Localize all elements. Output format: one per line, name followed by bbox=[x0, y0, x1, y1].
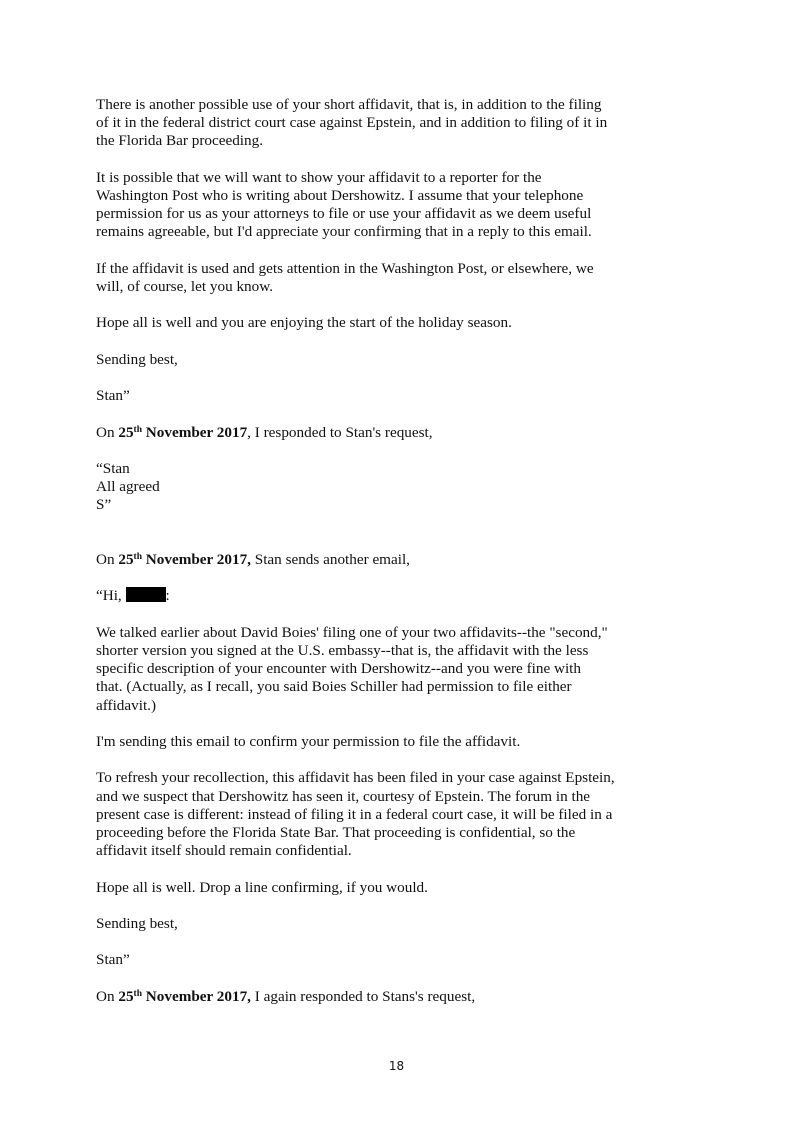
text-line: If the affidavit is used and gets attention in the Washington Post, or elsewhere, we bbox=[96, 259, 594, 277]
text-line: S” bbox=[96, 496, 112, 514]
text-line: present case is different: instead of filing it in a federal court case, it will be filed in a bbox=[96, 805, 613, 823]
text-run: , I responded to Stan's request, bbox=[247, 423, 433, 441]
text-line: and we suspect that Dershowitz has seen it, courtesy of Epstein. The forum in the bbox=[96, 787, 591, 805]
text-line: permission for us as your attorneys to file or use your affidavit as we deem useful bbox=[96, 205, 592, 223]
text-run: Stan sends another email, bbox=[250, 550, 410, 568]
paragraph-refresh bbox=[96, 769, 706, 860]
text-line: There is another possible use of your short affidavit, that is, in addition to the filing bbox=[96, 96, 602, 113]
response-line-2 bbox=[96, 551, 706, 569]
paragraph-short-affidavit-use bbox=[96, 96, 706, 151]
signoff-sending-best: Sending best, bbox=[96, 350, 178, 368]
signature-stan: Stan” bbox=[96, 951, 130, 969]
paragraph-hope-confirm: Hope all is well. Drop a line confirming, if you would. bbox=[96, 878, 428, 896]
date-bold bbox=[118, 424, 247, 441]
text-line: All agreed bbox=[96, 478, 160, 496]
text-line: Washington Post who is writing about Dershowitz. I assume that your telephone bbox=[96, 187, 584, 204]
date-bold bbox=[118, 988, 251, 1005]
date-ordinal: th bbox=[133, 424, 142, 435]
text-run: I again responded to Stans's request, bbox=[250, 987, 476, 1005]
date-day: 25 bbox=[118, 550, 134, 568]
text-line: We talked earlier about David Boies' filing one of your two affidavits--the "second," bbox=[96, 623, 608, 641]
paragraph-boies-filing bbox=[96, 624, 706, 715]
text-line: affidavit.) bbox=[96, 696, 157, 714]
text-line: that. (Actually, as I recall, you said Boies Schiller had permission to file either bbox=[96, 678, 572, 696]
text-line: of it in the federal district court case against Epstein, and in addition to filing of it in bbox=[96, 114, 608, 132]
greeting-colon: : bbox=[165, 587, 170, 605]
date-month-year: November 2017 bbox=[142, 423, 248, 441]
date-month-year: November 2017, bbox=[142, 987, 251, 1005]
text-run: On bbox=[96, 550, 119, 568]
date-day: 25 bbox=[118, 423, 134, 441]
text-line: affidavit itself should remain confidential. bbox=[96, 842, 352, 860]
page-number: 18 bbox=[388, 1059, 405, 1073]
text-line: specific description of your encounter with Dershowitz--and you were fine with bbox=[96, 660, 581, 678]
paragraph-attention bbox=[96, 260, 706, 296]
date-ordinal: th bbox=[133, 551, 142, 562]
text-line: “Stan bbox=[96, 459, 130, 477]
date-bold bbox=[118, 551, 251, 568]
text-line: It is possible that we will want to show your affidavit to a reporter for the bbox=[96, 168, 542, 186]
text-run: On bbox=[96, 423, 119, 441]
text-run: On bbox=[96, 987, 119, 1005]
response-line-1 bbox=[96, 424, 706, 442]
text-line: To refresh your recollection, this affidavit has been filed in your case against Epstein, bbox=[96, 769, 615, 787]
paragraph-washington-post bbox=[96, 169, 706, 242]
text-line: will, of course, let you know. bbox=[96, 278, 274, 295]
signoff-sending-best: Sending best, bbox=[96, 914, 178, 932]
paragraph-hope-holiday: Hope all is well and you are enjoying the start of the holiday season. bbox=[96, 314, 512, 332]
paragraph-confirm: I'm sending this email to confirm your permission to file the affidavit. bbox=[96, 732, 521, 750]
text-line: the Florida Bar proceeding. bbox=[96, 132, 264, 150]
date-day: 25 bbox=[118, 987, 134, 1005]
date-month-year: November 2017, bbox=[142, 550, 251, 568]
text-line: remains agreeable, but I'd appreciate your confirming that in a reply to this email. bbox=[96, 223, 592, 241]
date-ordinal: th bbox=[133, 988, 142, 999]
signature-stan: Stan” bbox=[96, 387, 130, 405]
response-line-3 bbox=[96, 988, 706, 1006]
document-page bbox=[96, 96, 706, 1024]
redaction-block bbox=[126, 587, 166, 602]
text-line: proceeding before the Florida State Bar. That proceeding is confidential, so the bbox=[96, 823, 576, 841]
greeting-text: “Hi, bbox=[96, 587, 126, 605]
text-line: shorter version you signed at the U.S. embassy--that is, the affidavit with the less bbox=[96, 641, 589, 659]
reply-all-agreed bbox=[96, 460, 706, 515]
greeting-line bbox=[96, 587, 706, 605]
